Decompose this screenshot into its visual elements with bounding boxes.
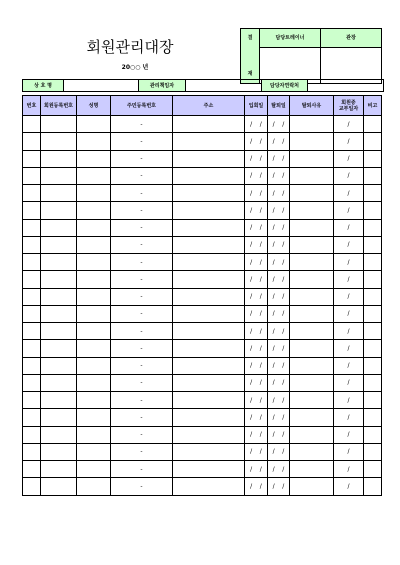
table-cell[interactable] [77, 443, 111, 460]
table-cell[interactable] [173, 150, 245, 167]
table-cell[interactable]: / / [268, 461, 290, 478]
table-cell[interactable] [23, 185, 41, 202]
table-cell[interactable] [364, 443, 382, 460]
table-cell[interactable] [23, 374, 41, 391]
table-row [23, 409, 382, 426]
table-cell[interactable] [290, 409, 334, 426]
table-cell[interactable]: - [111, 236, 173, 253]
table-cell[interactable] [173, 392, 245, 409]
table-cell[interactable]: / [334, 150, 364, 167]
table-cell[interactable]: - [111, 116, 173, 133]
table-cell[interactable]: / [334, 357, 364, 374]
table-cell[interactable]: / / [268, 443, 290, 460]
table-cell[interactable] [77, 340, 111, 357]
table-cell[interactable] [364, 409, 382, 426]
table-cell[interactable] [290, 357, 334, 374]
table-row [23, 323, 382, 340]
table-cell[interactable] [290, 116, 334, 133]
table-cell[interactable]: / / [245, 185, 268, 202]
register-header-row [23, 96, 382, 116]
table-cell[interactable] [364, 219, 382, 236]
table-cell[interactable] [41, 185, 77, 202]
table-cell[interactable]: / / [245, 305, 268, 322]
table-row [23, 167, 382, 184]
table-cell[interactable] [290, 426, 334, 443]
table-cell[interactable]: / / [245, 236, 268, 253]
approval-side-label-1: 결 [247, 35, 253, 41]
table-cell[interactable] [173, 116, 245, 133]
table-cell[interactable] [77, 374, 111, 391]
approval-box [240, 28, 382, 84]
table-cell[interactable] [364, 323, 382, 340]
table-cell[interactable]: / [334, 305, 364, 322]
table-cell[interactable] [23, 202, 41, 219]
table-cell[interactable] [173, 478, 245, 495]
table-cell[interactable] [41, 305, 77, 322]
table-cell[interactable] [41, 443, 77, 460]
table-cell[interactable]: / / [268, 305, 290, 322]
table-cell[interactable]: / [334, 478, 364, 495]
table-cell[interactable] [77, 478, 111, 495]
table-cell[interactable] [23, 236, 41, 253]
table-cell[interactable]: / / [245, 202, 268, 219]
table-cell[interactable]: / / [268, 254, 290, 271]
table-cell[interactable] [77, 167, 111, 184]
table-cell[interactable] [173, 185, 245, 202]
table-cell[interactable]: - [111, 357, 173, 374]
table-cell[interactable] [23, 323, 41, 340]
table-cell[interactable]: / [334, 340, 364, 357]
table-cell[interactable] [41, 271, 77, 288]
table-cell[interactable] [77, 254, 111, 271]
table-row [23, 202, 382, 219]
table-cell[interactable] [364, 426, 382, 443]
table-cell[interactable] [364, 357, 382, 374]
table-cell[interactable] [364, 271, 382, 288]
table-cell[interactable] [23, 116, 41, 133]
table-cell[interactable]: / / [245, 167, 268, 184]
table-cell[interactable]: / / [245, 357, 268, 374]
table-cell[interactable] [173, 254, 245, 271]
table-row [23, 236, 382, 253]
table-cell[interactable]: / / [245, 150, 268, 167]
table-cell[interactable] [173, 461, 245, 478]
table-cell[interactable] [41, 254, 77, 271]
table-cell[interactable]: - [111, 219, 173, 236]
table-cell[interactable]: / / [245, 374, 268, 391]
table-cell[interactable]: / / [245, 340, 268, 357]
table-cell[interactable]: / [334, 167, 364, 184]
table-cell[interactable] [23, 219, 41, 236]
table-cell[interactable]: / [334, 374, 364, 391]
table-cell[interactable] [364, 288, 382, 305]
table-cell[interactable]: - [111, 409, 173, 426]
table-cell[interactable] [364, 392, 382, 409]
table-row [23, 116, 382, 133]
table-cell[interactable]: / / [268, 288, 290, 305]
table-cell[interactable] [290, 236, 334, 253]
table-cell[interactable]: / / [268, 185, 290, 202]
table-cell[interactable] [41, 236, 77, 253]
table-cell[interactable] [41, 150, 77, 167]
table-cell[interactable]: - [111, 340, 173, 357]
table-cell[interactable]: / / [245, 323, 268, 340]
column-header-0: 번호 [23, 96, 41, 116]
table-cell[interactable]: / / [245, 426, 268, 443]
table-row [23, 150, 382, 167]
table-cell[interactable]: / / [268, 340, 290, 357]
table-cell[interactable] [173, 374, 245, 391]
table-cell[interactable]: - [111, 202, 173, 219]
table-cell[interactable] [364, 133, 382, 150]
table-row [23, 271, 382, 288]
column-header-9: 비고 [364, 96, 382, 116]
table-cell[interactable] [77, 323, 111, 340]
table-cell[interactable] [77, 116, 111, 133]
table-cell[interactable] [23, 409, 41, 426]
table-cell[interactable] [77, 409, 111, 426]
table-cell[interactable]: / / [268, 409, 290, 426]
table-cell[interactable] [23, 340, 41, 357]
table-row [23, 288, 382, 305]
manager-value[interactable] [186, 80, 262, 92]
table-cell[interactable]: / [334, 461, 364, 478]
table-cell[interactable] [173, 202, 245, 219]
approval-side-label-2: 재 [247, 71, 253, 77]
approval-side-label [241, 29, 260, 84]
column-header-4: 주소 [173, 96, 245, 116]
table-cell[interactable]: / / [245, 409, 268, 426]
contact-value[interactable] [308, 80, 384, 92]
table-cell[interactable]: - [111, 478, 173, 495]
table-cell[interactable] [77, 392, 111, 409]
table-cell[interactable] [173, 409, 245, 426]
table-cell[interactable]: / / [245, 116, 268, 133]
table-cell[interactable] [77, 236, 111, 253]
table-cell[interactable]: / / [245, 219, 268, 236]
table-cell[interactable] [290, 288, 334, 305]
table-cell[interactable] [77, 426, 111, 443]
table-cell[interactable]: / [334, 392, 364, 409]
approval-header-trainer: 담당트레이너 [260, 29, 321, 48]
store-name-value[interactable] [64, 80, 139, 92]
table-cell[interactable] [290, 254, 334, 271]
table-cell[interactable] [364, 202, 382, 219]
table-cell[interactable]: - [111, 443, 173, 460]
column-header-5: 입회일 [245, 96, 268, 116]
table-cell[interactable] [23, 461, 41, 478]
table-row [23, 392, 382, 409]
table-cell[interactable] [173, 340, 245, 357]
table-cell[interactable] [364, 461, 382, 478]
table-cell[interactable]: / / [245, 271, 268, 288]
table-cell[interactable] [173, 305, 245, 322]
page-title: 회원관리대장 [86, 38, 174, 56]
table-cell[interactable]: / / [245, 133, 268, 150]
table-cell[interactable]: / [334, 116, 364, 133]
table-cell[interactable]: - [111, 271, 173, 288]
table-cell[interactable]: - [111, 323, 173, 340]
table-cell[interactable]: / [334, 236, 364, 253]
table-row [23, 443, 382, 460]
table-cell[interactable] [173, 219, 245, 236]
table-cell[interactable] [290, 271, 334, 288]
info-table [22, 79, 384, 92]
table-cell[interactable]: - [111, 374, 173, 391]
table-cell[interactable] [41, 392, 77, 409]
table-row [23, 426, 382, 443]
table-cell[interactable]: - [111, 426, 173, 443]
table-cell[interactable] [77, 305, 111, 322]
table-cell[interactable] [364, 374, 382, 391]
table-cell[interactable] [41, 374, 77, 391]
table-cell[interactable] [364, 167, 382, 184]
table-cell[interactable]: / / [268, 478, 290, 495]
table-cell[interactable]: / [334, 133, 364, 150]
table-cell[interactable] [41, 288, 77, 305]
table-cell[interactable]: / / [268, 236, 290, 253]
table-cell[interactable]: / / [268, 202, 290, 219]
table-cell[interactable] [77, 357, 111, 374]
table-cell[interactable] [364, 340, 382, 357]
table-cell[interactable] [77, 288, 111, 305]
table-cell[interactable] [41, 323, 77, 340]
table-cell[interactable]: / [334, 443, 364, 460]
table-cell[interactable]: / [334, 288, 364, 305]
column-header-3: 주민등록번호 [111, 96, 173, 116]
table-cell[interactable] [77, 133, 111, 150]
table-cell[interactable] [173, 357, 245, 374]
table-cell[interactable]: - [111, 392, 173, 409]
table-cell[interactable] [23, 254, 41, 271]
table-cell[interactable] [173, 271, 245, 288]
table-cell[interactable] [77, 219, 111, 236]
table-cell[interactable] [290, 305, 334, 322]
table-cell[interactable] [290, 340, 334, 357]
table-cell[interactable] [77, 461, 111, 478]
table-cell[interactable] [290, 133, 334, 150]
table-cell[interactable] [41, 219, 77, 236]
table-cell[interactable] [77, 185, 111, 202]
table-cell[interactable]: / [334, 271, 364, 288]
table-cell[interactable] [41, 167, 77, 184]
table-cell[interactable]: / / [245, 288, 268, 305]
column-header-1: 회원등록번호 [41, 96, 77, 116]
table-cell[interactable] [23, 478, 41, 495]
table-cell[interactable] [364, 305, 382, 322]
table-cell[interactable] [41, 340, 77, 357]
table-cell[interactable]: / / [268, 426, 290, 443]
table-cell[interactable] [290, 478, 334, 495]
table-cell[interactable] [290, 185, 334, 202]
table-cell[interactable]: - [111, 288, 173, 305]
table-cell[interactable] [41, 478, 77, 495]
table-cell[interactable]: / / [268, 116, 290, 133]
table-cell[interactable] [23, 357, 41, 374]
table-cell[interactable]: / / [268, 271, 290, 288]
table-cell[interactable] [77, 271, 111, 288]
table-cell[interactable] [173, 288, 245, 305]
column-header-8: 회원증 교부일자 [334, 96, 364, 116]
table-cell[interactable] [173, 167, 245, 184]
table-cell[interactable]: / [334, 254, 364, 271]
table-cell[interactable] [364, 185, 382, 202]
table-cell[interactable] [364, 254, 382, 271]
table-cell[interactable] [290, 374, 334, 391]
column-header-6: 탈퇴일 [268, 96, 290, 116]
table-cell[interactable] [41, 116, 77, 133]
table-row [23, 219, 382, 236]
table-cell[interactable]: / / [268, 392, 290, 409]
table-cell[interactable] [23, 288, 41, 305]
table-cell[interactable] [290, 202, 334, 219]
table-cell[interactable] [290, 219, 334, 236]
table-row [23, 254, 382, 271]
table-cell[interactable] [41, 409, 77, 426]
table-cell[interactable]: / [334, 202, 364, 219]
table-cell[interactable]: / [334, 185, 364, 202]
table-cell[interactable] [290, 443, 334, 460]
table-cell[interactable] [41, 357, 77, 374]
table-row [23, 461, 382, 478]
table-cell[interactable] [41, 461, 77, 478]
table-cell[interactable]: / / [245, 478, 268, 495]
column-header-2: 성명 [77, 96, 111, 116]
table-cell[interactable] [41, 426, 77, 443]
table-cell[interactable] [364, 150, 382, 167]
table-cell[interactable]: / [334, 426, 364, 443]
table-cell[interactable] [364, 478, 382, 495]
table-row [23, 185, 382, 202]
approval-header-director: 관장 [321, 29, 382, 48]
table-cell[interactable] [173, 323, 245, 340]
table-cell[interactable] [77, 150, 111, 167]
table-cell[interactable] [290, 150, 334, 167]
table-cell[interactable]: / / [245, 443, 268, 460]
table-cell[interactable]: - [111, 185, 173, 202]
table-cell[interactable] [23, 443, 41, 460]
table-cell[interactable] [290, 392, 334, 409]
table-cell[interactable] [364, 116, 382, 133]
table-cell[interactable]: - [111, 305, 173, 322]
table-cell[interactable]: / / [268, 374, 290, 391]
store-name-label: 상 호 명 [23, 80, 64, 92]
column-header-7: 탈퇴사유 [290, 96, 334, 116]
table-cell[interactable] [77, 202, 111, 219]
table-cell[interactable]: / / [268, 167, 290, 184]
table-cell[interactable] [173, 426, 245, 443]
table-cell[interactable]: / / [245, 254, 268, 271]
table-cell[interactable]: / / [268, 133, 290, 150]
table-cell[interactable] [23, 150, 41, 167]
table-cell[interactable] [290, 461, 334, 478]
manager-label: 관리책임자 [139, 80, 186, 92]
table-cell[interactable]: / [334, 409, 364, 426]
table-cell[interactable] [41, 202, 77, 219]
table-row [23, 133, 382, 150]
table-cell[interactable] [173, 236, 245, 253]
table-cell[interactable] [364, 236, 382, 253]
table-cell[interactable]: / [334, 323, 364, 340]
table-row [23, 305, 382, 322]
table-row [23, 374, 382, 391]
table-cell[interactable] [290, 323, 334, 340]
table-row [23, 340, 382, 357]
table-cell[interactable] [41, 133, 77, 150]
table-cell[interactable]: / / [268, 357, 290, 374]
table-row [23, 478, 382, 495]
table-cell[interactable]: / [334, 219, 364, 236]
table-cell[interactable]: / / [268, 150, 290, 167]
table-cell[interactable] [23, 271, 41, 288]
member-register-table [22, 95, 382, 496]
table-cell[interactable]: - [111, 461, 173, 478]
table-cell[interactable] [173, 133, 245, 150]
table-cell[interactable] [23, 305, 41, 322]
table-cell[interactable] [173, 443, 245, 460]
contact-label: 담당자연락처 [262, 80, 308, 92]
table-cell[interactable] [23, 392, 41, 409]
table-cell[interactable]: - [111, 150, 173, 167]
table-cell[interactable]: - [111, 133, 173, 150]
table-row [23, 357, 382, 374]
table-cell[interactable]: / / [245, 461, 268, 478]
table-cell[interactable] [23, 426, 41, 443]
table-cell[interactable]: / / [268, 219, 290, 236]
table-cell[interactable] [290, 167, 334, 184]
table-cell[interactable] [23, 133, 41, 150]
table-cell[interactable] [23, 167, 41, 184]
table-cell[interactable]: / / [245, 392, 268, 409]
table-cell[interactable]: - [111, 254, 173, 271]
table-cell[interactable]: / / [268, 323, 290, 340]
year-label: 20○○ 년 [121, 64, 149, 71]
table-cell[interactable]: - [111, 167, 173, 184]
